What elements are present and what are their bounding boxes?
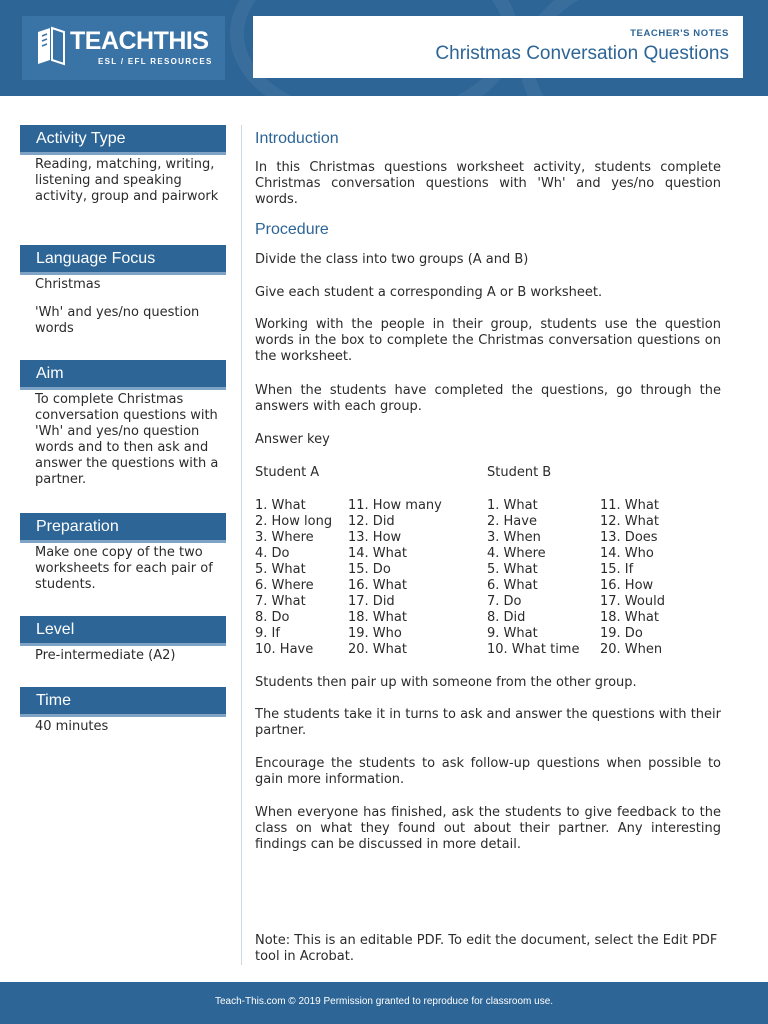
- logo-subtitle: ESL / EFL RESOURCES: [98, 57, 213, 66]
- answer-item: 18. What: [600, 610, 659, 625]
- answer-item: 16. What: [348, 578, 407, 593]
- answer-item: 18. What: [348, 610, 407, 625]
- answer-item: 15. Do: [348, 562, 391, 577]
- answer-item: 8. Do: [255, 610, 290, 625]
- answer-item: 13. How: [348, 530, 402, 545]
- answer-item: 2. How long: [255, 514, 333, 529]
- answer-item: 10. Have: [255, 642, 314, 657]
- answer-item: 17. Would: [600, 594, 665, 609]
- answer-item: 20. When: [600, 642, 663, 657]
- copyright-text: Teach-This.com © 2019 Permission granted to reproduce for classroom use.: [214, 996, 554, 1007]
- procedure-step-2: Give each student a corresponding A or B worksheet.: [255, 285, 603, 300]
- procedure-step-6: The students take it in turns to ask and answer the questions with their partner.: [255, 707, 721, 738]
- teachers-notes-label: TEACHER'S NOTES: [630, 28, 729, 39]
- answer-item: 9. What: [487, 626, 538, 641]
- answer-item: 11. How many: [348, 498, 442, 513]
- answer-item: 3. Where: [255, 530, 314, 545]
- preparation-heading: Preparation: [20, 513, 226, 540]
- answer-item: 6. What: [487, 578, 538, 593]
- answer-item: 4. Where: [487, 546, 546, 561]
- procedure-step-7: Encourage the students to ask follow-up questions when possible to gain more information.: [255, 756, 721, 787]
- editable-pdf-note: Note: This is an editable PDF. To edit the document, select the Edit PDF tool in Acrobat.: [255, 933, 718, 964]
- answer-item: 6. Where: [255, 578, 314, 593]
- answer-item: 16. How: [600, 578, 654, 593]
- page-title: Christmas Conversation Questions: [435, 43, 729, 64]
- answer-item: 8. Did: [487, 610, 526, 625]
- answer-item: 17. Did: [348, 594, 395, 609]
- activity-type-heading: Activity Type: [20, 125, 226, 152]
- answer-item: 1. What: [255, 498, 306, 513]
- answer-item: 4. Do: [255, 546, 290, 561]
- language-focus-text-2: 'Wh' and yes/no question words: [35, 305, 200, 336]
- answer-item: 19. Do: [600, 626, 643, 641]
- answer-item: 7. What: [255, 594, 306, 609]
- answer-item: 15. If: [600, 562, 634, 577]
- answer-item: 20. What: [348, 642, 407, 657]
- logo: [22, 16, 225, 80]
- answer-item: 14. Who: [600, 546, 654, 561]
- level-heading: Level: [20, 616, 226, 643]
- procedure-step-1: Divide the class into two groups (A and B): [255, 252, 529, 267]
- procedure-step-5: Students then pair up with someone from the other group.: [255, 675, 637, 690]
- procedure-heading: Procedure: [255, 221, 329, 238]
- student-a-label: Student A: [255, 465, 320, 480]
- level-text: Pre-intermediate (A2): [35, 648, 176, 663]
- answer-item: 5. What: [255, 562, 306, 577]
- procedure-step-4: When the students have completed the questions, go through the answers with each group.: [255, 383, 721, 414]
- time-heading: Time: [20, 687, 226, 714]
- student-a-answers-1: [255, 498, 332, 658]
- page-footer: [0, 982, 768, 1024]
- answer-item: 5. What: [487, 562, 538, 577]
- answer-key-label: Answer key: [255, 432, 330, 447]
- answer-item: 7. Do: [487, 594, 522, 609]
- answer-item: 3. When: [487, 530, 541, 545]
- page-header: [0, 0, 768, 96]
- column-divider: [241, 125, 242, 965]
- student-b-label: Student B: [487, 465, 552, 480]
- title-box: [253, 16, 743, 78]
- answer-item: 12. What: [600, 514, 659, 529]
- aim-heading: Aim: [20, 360, 226, 387]
- answer-item: 13. Does: [600, 530, 658, 545]
- language-focus-text-1: Christmas: [35, 277, 101, 292]
- preparation-text: Make one copy of the two worksheets for each pair of students.: [35, 545, 213, 592]
- answer-item: 12. Did: [348, 514, 395, 529]
- answer-item: 1. What: [487, 498, 538, 513]
- student-b-answers-2: [600, 498, 665, 658]
- answer-item: 9. If: [255, 626, 280, 641]
- answer-item: 2. Have: [487, 514, 537, 529]
- answer-item: 19. Who: [348, 626, 402, 641]
- aim-text: To complete Christmas conversation questions with 'Wh' and yes/no question words and to then ask and answer the questions with a partner.: [35, 392, 219, 487]
- activity-type-text: Reading, matching, writing, listening and speaking activity, group and pairwork: [35, 157, 219, 204]
- answer-item: 11. What: [600, 498, 659, 513]
- introduction-heading: Introduction: [255, 130, 339, 147]
- introduction-text: In this Christmas questions worksheet activity, students complete Christmas conversation questions with 'Wh' and yes/no question words.: [255, 160, 721, 207]
- student-a-answers-2: [348, 498, 442, 658]
- time-text: 40 minutes: [35, 719, 109, 734]
- answer-item: 10. What time: [487, 642, 580, 657]
- language-focus-heading: Language Focus: [20, 245, 226, 272]
- logo-text: TEACHTHIS: [70, 27, 209, 55]
- procedure-step-8: When everyone has finished, ask the students to give feedback to the class on what they found out about their partner. Any interesting findings can be discussed in more detail.: [255, 805, 721, 852]
- answer-item: 14. What: [348, 546, 407, 561]
- procedure-step-3: Working with the people in their group, students use the question words in the box to complete the Christmas conversation questions on the worksheet.: [255, 317, 721, 364]
- book-icon: [36, 26, 66, 66]
- student-b-answers-1: [487, 498, 579, 658]
